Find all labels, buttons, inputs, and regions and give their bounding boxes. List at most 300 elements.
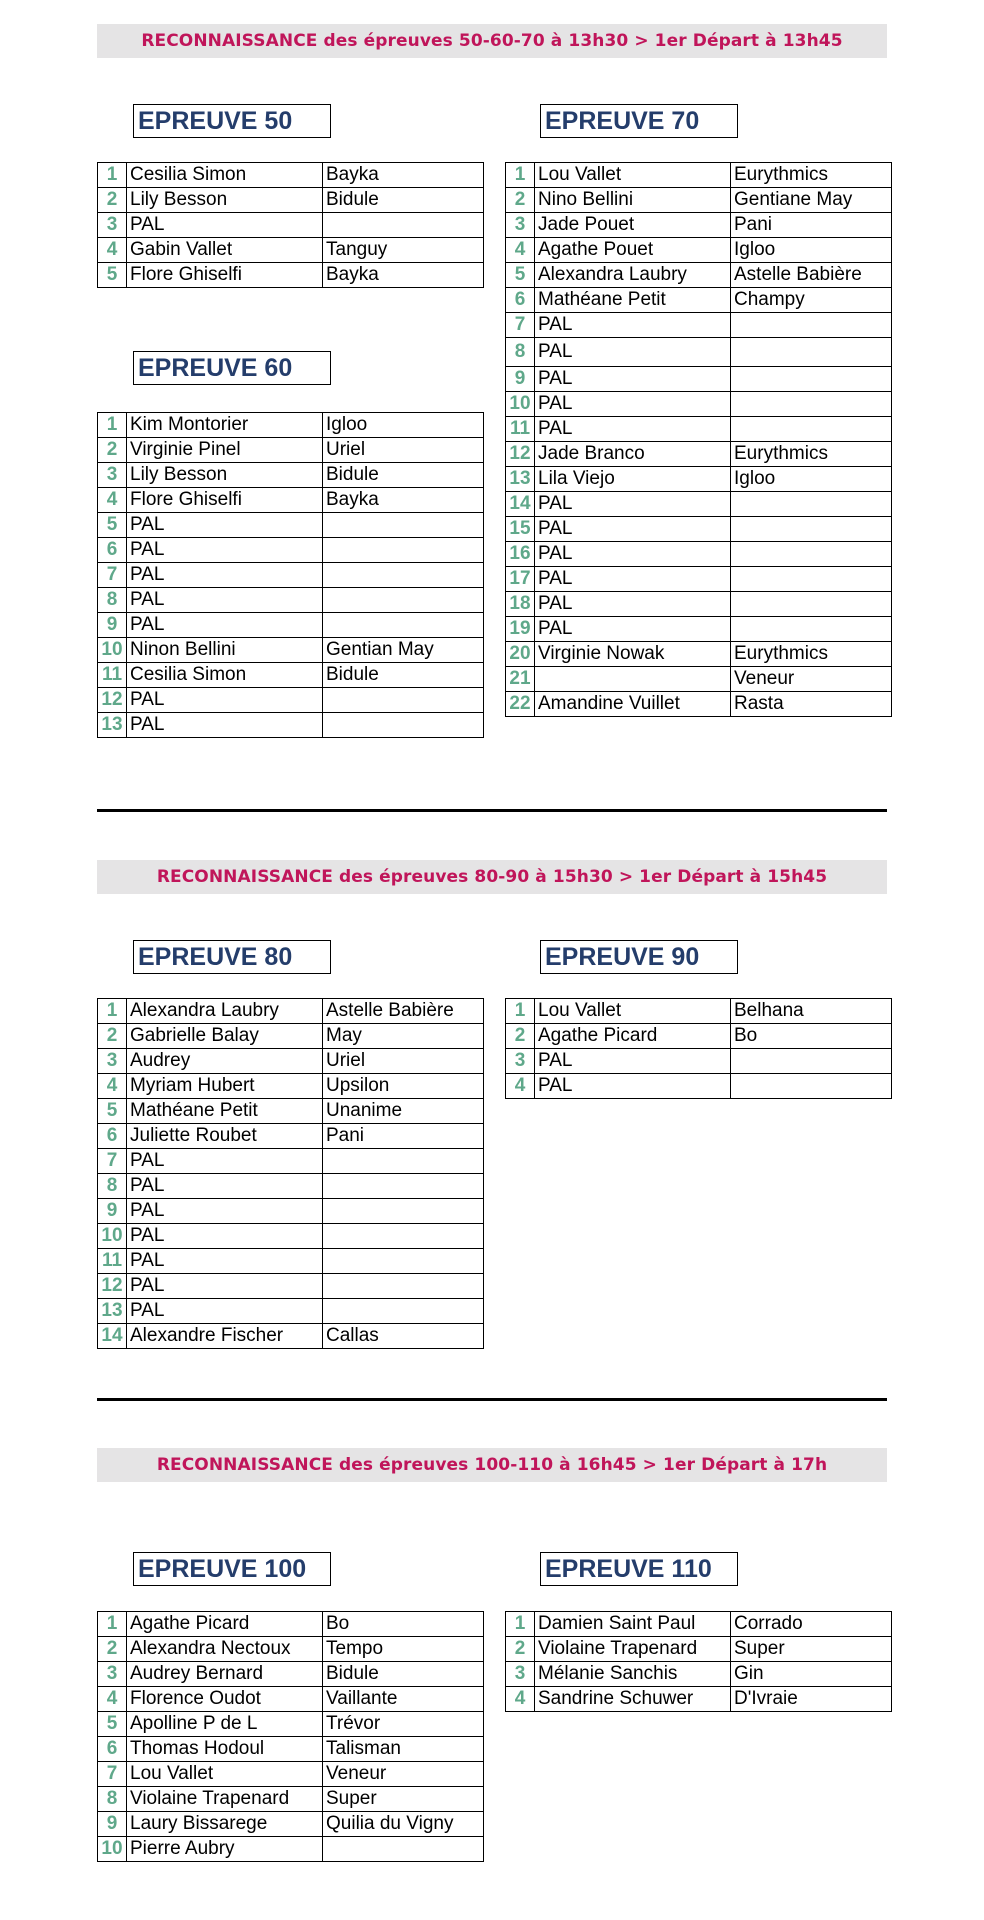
table-row	[506, 1662, 892, 1687]
rider-name: Virginie Nowak	[535, 642, 731, 667]
epreuve-60-table	[97, 412, 484, 738]
horse-name: Igloo	[323, 413, 484, 438]
table-row	[506, 592, 892, 617]
rider-name: Cesilia Simon	[127, 663, 323, 688]
table-row	[98, 713, 484, 738]
horse-name	[323, 1199, 484, 1224]
rider-name: Mélanie Sanchis	[535, 1662, 731, 1687]
table-row	[98, 563, 484, 588]
start-number: 1	[506, 163, 535, 188]
horse-name: Igloo	[731, 238, 892, 263]
horse-name: May	[323, 1024, 484, 1049]
start-number: 20	[506, 642, 535, 667]
table-row	[98, 1174, 484, 1199]
rider-name: PAL	[127, 1149, 323, 1174]
table-row	[98, 1324, 484, 1349]
start-number: 19	[506, 617, 535, 642]
table-row	[98, 1299, 484, 1324]
rider-name: PAL	[535, 492, 731, 517]
table-row	[98, 238, 484, 263]
horse-name	[323, 1224, 484, 1249]
start-number: 8	[506, 338, 535, 367]
horse-name	[323, 213, 484, 238]
horse-name: Eurythmics	[731, 442, 892, 467]
table-row	[506, 1074, 892, 1099]
start-number: 12	[506, 442, 535, 467]
epreuve-90-table	[505, 998, 892, 1099]
rider-name: PAL	[535, 313, 731, 338]
epreuve-50-title: EPREUVE 50	[133, 104, 331, 138]
table-row	[506, 263, 892, 288]
start-number: 4	[98, 1074, 127, 1099]
start-number: 11	[98, 663, 127, 688]
horse-name	[731, 567, 892, 592]
rider-name: Florence Oudot	[127, 1687, 323, 1712]
table-row	[506, 1612, 892, 1637]
horse-name	[731, 617, 892, 642]
horse-name	[731, 392, 892, 417]
horse-name: Super	[323, 1787, 484, 1812]
horse-name: Bidule	[323, 663, 484, 688]
section-divider	[97, 809, 887, 812]
start-number: 9	[98, 613, 127, 638]
start-number: 8	[98, 1174, 127, 1199]
table-row	[98, 1274, 484, 1299]
rider-name: Mathéane Petit	[535, 288, 731, 313]
start-number: 14	[98, 1324, 127, 1349]
start-number: 1	[98, 999, 127, 1024]
horse-name: Gin	[731, 1662, 892, 1687]
start-number: 2	[506, 188, 535, 213]
horse-name	[731, 592, 892, 617]
rider-name: Agathe Picard	[535, 1024, 731, 1049]
table-row	[506, 492, 892, 517]
epreuve-100-title: EPREUVE 100	[133, 1552, 331, 1586]
start-number: 14	[506, 492, 535, 517]
start-number: 1	[98, 1612, 127, 1637]
rider-name: Pierre Aubry	[127, 1837, 323, 1862]
table-row	[98, 1249, 484, 1274]
table-row	[98, 188, 484, 213]
table-row	[98, 213, 484, 238]
section-1-banner: RECONNAISSANCE des épreuves 50-60-70 à 13h30 > 1er Départ à 13h45	[97, 24, 887, 58]
table-row	[506, 999, 892, 1024]
table-row	[98, 413, 484, 438]
horse-name: Bo	[731, 1024, 892, 1049]
horse-name	[731, 1074, 892, 1099]
table-row	[506, 238, 892, 263]
horse-name: Bidule	[323, 463, 484, 488]
epreuve-70-title: EPREUVE 70	[540, 104, 738, 138]
start-number: 10	[98, 1837, 127, 1862]
start-number: 6	[506, 288, 535, 313]
table-row	[98, 1049, 484, 1074]
start-number: 1	[98, 163, 127, 188]
table-row	[98, 1812, 484, 1837]
table-row	[506, 617, 892, 642]
rider-name: PAL	[535, 617, 731, 642]
table-row	[506, 288, 892, 313]
horse-name: Bidule	[323, 188, 484, 213]
rider-name: Agathe Pouet	[535, 238, 731, 263]
epreuve-100-table	[97, 1611, 484, 1862]
rider-name: PAL	[535, 542, 731, 567]
table-row	[506, 1687, 892, 1712]
rider-name: Virginie Pinel	[127, 438, 323, 463]
start-number: 17	[506, 567, 535, 592]
horse-name: Astelle Babière	[731, 263, 892, 288]
horse-name: Uriel	[323, 1049, 484, 1074]
horse-name: Astelle Babière	[323, 999, 484, 1024]
rider-name: Alexandra Nectoux	[127, 1637, 323, 1662]
rider-name: Alexandra Laubry	[535, 263, 731, 288]
rider-name: Lou Vallet	[127, 1762, 323, 1787]
section-3-banner: RECONNAISSANCE des épreuves 100-110 à 16h45 > 1er Départ à 17h	[97, 1448, 887, 1482]
start-number: 2	[98, 1024, 127, 1049]
table-row	[506, 642, 892, 667]
rider-name: Jade Branco	[535, 442, 731, 467]
horse-name: D'Ivraie	[731, 1687, 892, 1712]
rider-name: Amandine Vuillet	[535, 692, 731, 717]
table-row	[98, 1199, 484, 1224]
table-row	[98, 263, 484, 288]
horse-name: Bidule	[323, 1662, 484, 1687]
horse-name: Unanime	[323, 1099, 484, 1124]
table-row	[506, 442, 892, 467]
horse-name	[323, 563, 484, 588]
start-number: 4	[506, 1687, 535, 1712]
epreuve-110-title: EPREUVE 110	[540, 1552, 738, 1586]
horse-name	[323, 538, 484, 563]
table-row	[506, 188, 892, 213]
rider-name: PAL	[127, 1199, 323, 1224]
horse-name: Vaillante	[323, 1687, 484, 1712]
epreuve-70-table	[505, 162, 892, 717]
start-number: 6	[98, 1737, 127, 1762]
rider-name: Flore Ghiselfi	[127, 263, 323, 288]
epreuve-50-table	[97, 162, 484, 288]
rider-name: Damien Saint Paul	[535, 1612, 731, 1637]
table-row	[98, 1712, 484, 1737]
rider-name	[535, 667, 731, 692]
start-number: 5	[98, 1712, 127, 1737]
start-number: 5	[506, 263, 535, 288]
rider-name: Lily Besson	[127, 463, 323, 488]
table-row	[98, 999, 484, 1024]
start-number: 1	[506, 999, 535, 1024]
rider-name: PAL	[127, 213, 323, 238]
table-row	[98, 1612, 484, 1637]
table-row	[98, 163, 484, 188]
start-number: 12	[98, 688, 127, 713]
table-row	[98, 1224, 484, 1249]
start-number: 1	[98, 413, 127, 438]
table-row	[98, 513, 484, 538]
rider-name: Lou Vallet	[535, 999, 731, 1024]
table-row	[506, 542, 892, 567]
horse-name	[731, 417, 892, 442]
horse-name	[323, 613, 484, 638]
table-row	[98, 488, 484, 513]
rider-name: Cesilia Simon	[127, 163, 323, 188]
rider-name: PAL	[127, 1249, 323, 1274]
start-number: 15	[506, 517, 535, 542]
start-number: 8	[98, 1787, 127, 1812]
rider-name: Kim Montorier	[127, 413, 323, 438]
start-number: 4	[98, 238, 127, 263]
horse-name: Pani	[323, 1124, 484, 1149]
rider-name: Nino Bellini	[535, 188, 731, 213]
start-number: 7	[98, 563, 127, 588]
start-number: 2	[98, 1637, 127, 1662]
rider-name: Alexandra Laubry	[127, 999, 323, 1024]
start-number: 4	[98, 1687, 127, 1712]
horse-name: Igloo	[731, 467, 892, 492]
start-number: 4	[98, 488, 127, 513]
rider-name: PAL	[535, 392, 731, 417]
rider-name: PAL	[535, 338, 731, 367]
table-row	[506, 338, 892, 367]
start-number: 8	[98, 588, 127, 613]
rider-name: PAL	[535, 1049, 731, 1074]
rider-name: PAL	[127, 588, 323, 613]
start-number: 13	[506, 467, 535, 492]
table-row	[506, 417, 892, 442]
horse-name	[323, 588, 484, 613]
start-number: 9	[98, 1812, 127, 1837]
rider-name: PAL	[127, 688, 323, 713]
horse-name	[323, 1274, 484, 1299]
table-row	[98, 638, 484, 663]
horse-name	[323, 713, 484, 738]
rider-name: Gabrielle Balay	[127, 1024, 323, 1049]
rider-name: Sandrine Schuwer	[535, 1687, 731, 1712]
horse-name: Talisman	[323, 1737, 484, 1762]
table-row	[506, 1637, 892, 1662]
start-number: 10	[506, 392, 535, 417]
start-number: 4	[506, 238, 535, 263]
rider-name: Ninon Bellini	[127, 638, 323, 663]
start-number: 3	[98, 213, 127, 238]
horse-name: Bayka	[323, 488, 484, 513]
start-number: 7	[98, 1762, 127, 1787]
horse-name: Tempo	[323, 1637, 484, 1662]
rider-name: PAL	[127, 1174, 323, 1199]
start-number: 21	[506, 667, 535, 692]
start-number: 3	[98, 1049, 127, 1074]
horse-name: Tanguy	[323, 238, 484, 263]
start-number: 5	[98, 1099, 127, 1124]
start-number: 13	[98, 713, 127, 738]
table-row	[506, 392, 892, 417]
start-number: 2	[98, 438, 127, 463]
epreuve-60-title: EPREUVE 60	[133, 351, 331, 385]
horse-name: Belhana	[731, 999, 892, 1024]
start-number: 3	[506, 213, 535, 238]
rider-name: Apolline P de L	[127, 1712, 323, 1737]
start-number: 7	[98, 1149, 127, 1174]
table-row	[98, 438, 484, 463]
rider-name: PAL	[535, 592, 731, 617]
table-row	[98, 463, 484, 488]
table-row	[506, 692, 892, 717]
start-number: 6	[98, 1124, 127, 1149]
table-row	[506, 1024, 892, 1049]
epreuve-80-table	[97, 998, 484, 1349]
start-number: 16	[506, 542, 535, 567]
table-row	[98, 1074, 484, 1099]
table-row	[506, 467, 892, 492]
horse-name: Corrado	[731, 1612, 892, 1637]
section-2-banner: RECONNAISSANCE des épreuves 80-90 à 15h30 > 1er Départ à 15h45	[97, 860, 887, 894]
epreuve-80-title: EPREUVE 80	[133, 940, 331, 974]
rider-name: Audrey	[127, 1049, 323, 1074]
rider-name: PAL	[535, 567, 731, 592]
horse-name: Quilia du Vigny	[323, 1812, 484, 1837]
horse-name: Pani	[731, 213, 892, 238]
rider-name: PAL	[127, 613, 323, 638]
horse-name	[731, 313, 892, 338]
start-number: 18	[506, 592, 535, 617]
rider-name: Alexandre Fischer	[127, 1324, 323, 1349]
start-number: 3	[506, 1662, 535, 1687]
start-number: 2	[506, 1024, 535, 1049]
table-row	[506, 1049, 892, 1074]
horse-name: Upsilon	[323, 1074, 484, 1099]
start-number: 10	[98, 638, 127, 663]
table-row	[98, 1837, 484, 1862]
rider-name: PAL	[127, 513, 323, 538]
table-row	[98, 538, 484, 563]
start-number: 3	[98, 463, 127, 488]
rider-name: PAL	[127, 1299, 323, 1324]
horse-name	[323, 1149, 484, 1174]
rider-name: Myriam Hubert	[127, 1074, 323, 1099]
horse-name: Veneur	[323, 1762, 484, 1787]
rider-name: Lila Viejo	[535, 467, 731, 492]
horse-name: Bo	[323, 1612, 484, 1637]
table-row	[506, 213, 892, 238]
table-row	[506, 667, 892, 692]
start-number: 3	[98, 1662, 127, 1687]
rider-name: Lou Vallet	[535, 163, 731, 188]
rider-name: PAL	[535, 417, 731, 442]
start-number: 2	[506, 1637, 535, 1662]
table-row	[98, 1149, 484, 1174]
table-row	[98, 688, 484, 713]
start-number: 13	[98, 1299, 127, 1324]
horse-name: Bayka	[323, 163, 484, 188]
start-number: 12	[98, 1274, 127, 1299]
horse-name	[731, 338, 892, 367]
rider-name: Violaine Trapenard	[127, 1787, 323, 1812]
rider-name: Mathéane Petit	[127, 1099, 323, 1124]
rider-name: Audrey Bernard	[127, 1662, 323, 1687]
horse-name: Uriel	[323, 438, 484, 463]
start-number: 5	[98, 263, 127, 288]
table-row	[98, 1124, 484, 1149]
start-number: 11	[506, 417, 535, 442]
horse-name	[323, 1174, 484, 1199]
start-number: 11	[98, 1249, 127, 1274]
horse-name	[731, 1049, 892, 1074]
table-row	[98, 1762, 484, 1787]
table-row	[98, 663, 484, 688]
start-number: 7	[506, 313, 535, 338]
horse-name: Gentiane May	[731, 188, 892, 213]
table-row	[506, 313, 892, 338]
horse-name: Gentian May	[323, 638, 484, 663]
rider-name: Violaine Trapenard	[535, 1637, 731, 1662]
rider-name: PAL	[127, 1224, 323, 1249]
rider-name: Jade Pouet	[535, 213, 731, 238]
table-row	[98, 1099, 484, 1124]
horse-name: Veneur	[731, 667, 892, 692]
rider-name: Laury Bissarege	[127, 1812, 323, 1837]
rider-name: Gabin Vallet	[127, 238, 323, 263]
rider-name: Lily Besson	[127, 188, 323, 213]
start-number: 9	[98, 1199, 127, 1224]
horse-name	[323, 688, 484, 713]
rider-name: Flore Ghiselfi	[127, 488, 323, 513]
horse-name: Eurythmics	[731, 163, 892, 188]
start-number: 3	[506, 1049, 535, 1074]
horse-name: Eurythmics	[731, 642, 892, 667]
horse-name	[731, 367, 892, 392]
start-number: 10	[98, 1224, 127, 1249]
rider-name: PAL	[127, 1274, 323, 1299]
horse-name: Super	[731, 1637, 892, 1662]
rider-name: PAL	[127, 713, 323, 738]
table-row	[98, 588, 484, 613]
horse-name	[323, 1837, 484, 1862]
table-row	[98, 1637, 484, 1662]
horse-name: Rasta	[731, 692, 892, 717]
rider-name: PAL	[535, 367, 731, 392]
start-number: 9	[506, 367, 535, 392]
table-row	[506, 367, 892, 392]
rider-name: Agathe Picard	[127, 1612, 323, 1637]
rider-name: PAL	[535, 1074, 731, 1099]
horse-name	[323, 1299, 484, 1324]
rider-name: Juliette Roubet	[127, 1124, 323, 1149]
horse-name	[731, 517, 892, 542]
start-number: 2	[98, 188, 127, 213]
horse-name	[731, 492, 892, 517]
start-number: 4	[506, 1074, 535, 1099]
table-row	[98, 613, 484, 638]
start-number: 22	[506, 692, 535, 717]
rider-name: Thomas Hodoul	[127, 1737, 323, 1762]
table-row	[98, 1737, 484, 1762]
table-row	[98, 1787, 484, 1812]
table-row	[98, 1687, 484, 1712]
start-number: 1	[506, 1612, 535, 1637]
horse-name: Bayka	[323, 263, 484, 288]
table-row	[506, 517, 892, 542]
epreuve-90-title: EPREUVE 90	[540, 940, 738, 974]
start-number: 6	[98, 538, 127, 563]
table-row	[506, 567, 892, 592]
section-divider	[97, 1398, 887, 1401]
horse-name	[323, 513, 484, 538]
table-row	[98, 1024, 484, 1049]
rider-name: PAL	[127, 538, 323, 563]
horse-name	[731, 542, 892, 567]
rider-name: PAL	[535, 517, 731, 542]
start-number: 5	[98, 513, 127, 538]
epreuve-110-table	[505, 1611, 892, 1712]
